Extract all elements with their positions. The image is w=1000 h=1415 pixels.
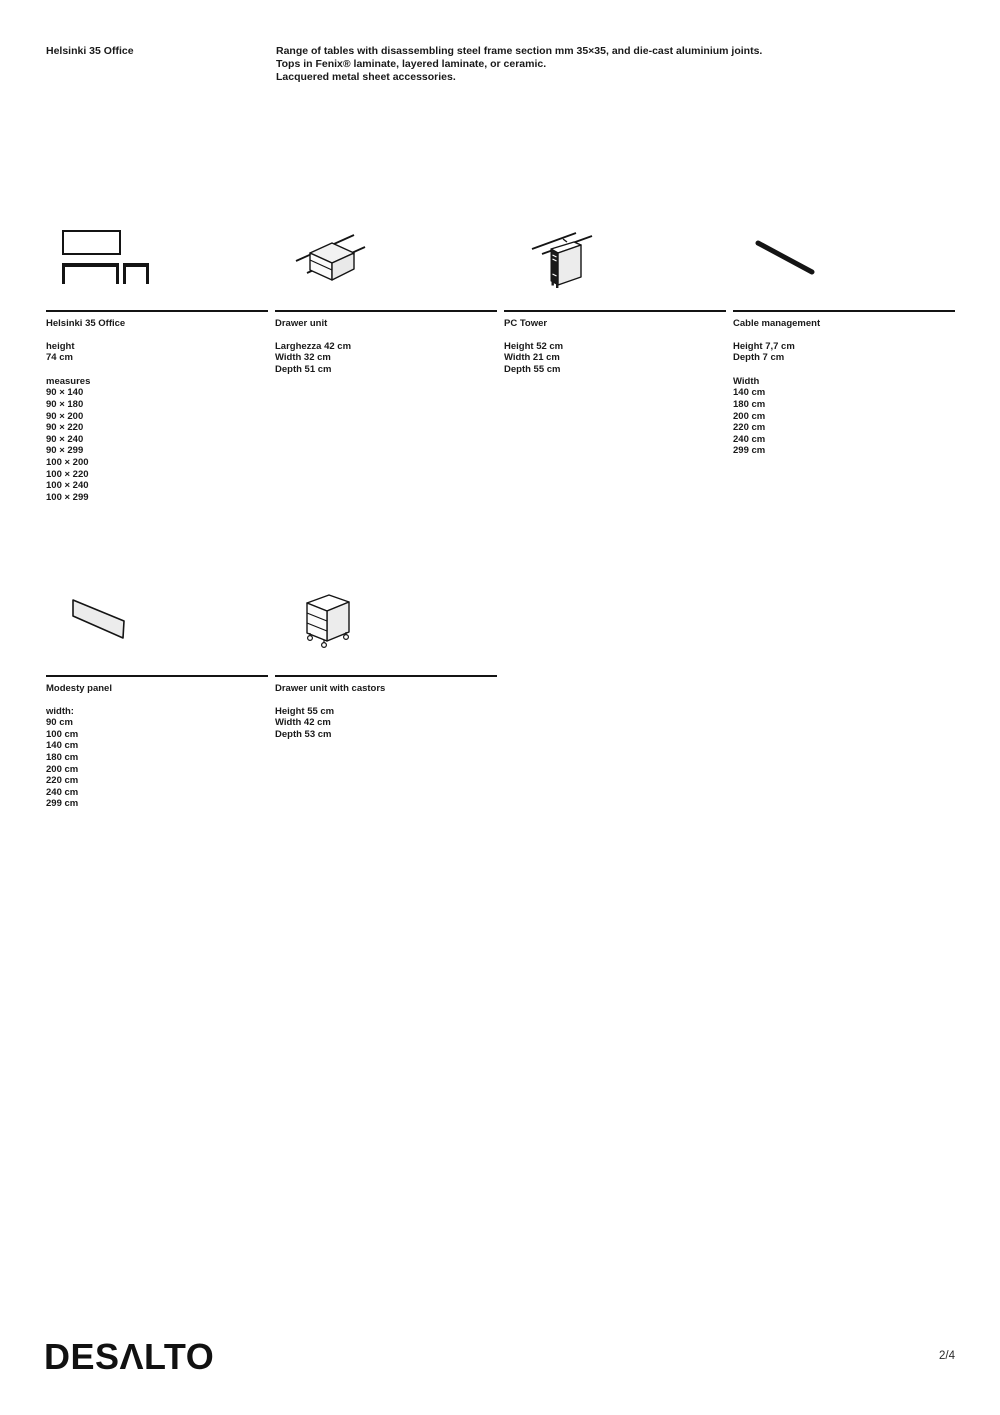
spec-group	[275, 341, 497, 376]
spec-line: Width 42 cm	[275, 717, 331, 729]
spec-line: 180 cm	[46, 751, 79, 763]
cable-management-icon	[753, 237, 823, 282]
page-number: 2/4	[939, 1350, 955, 1362]
modesty-panel-icon	[71, 597, 131, 647]
divider-rule	[275, 675, 497, 677]
spec-line: Height 55 cm	[275, 705, 335, 717]
product-specs	[733, 341, 955, 457]
product-name: PC Tower	[504, 318, 548, 329]
product-name: Helsinki 35 Office	[46, 318, 126, 329]
spec-line: 100 × 220	[46, 468, 89, 480]
divider-rule	[275, 310, 497, 312]
product-specs	[504, 341, 726, 376]
product-description	[276, 45, 916, 84]
spec-line: 240 cm	[46, 786, 79, 798]
spec-line: 140 cm	[46, 740, 79, 752]
spec-line: 90 × 140	[46, 387, 84, 399]
spec-line: 100 × 299	[46, 491, 89, 503]
spec-line: 90 × 299	[46, 445, 84, 457]
product-cell-modesty-panel	[46, 590, 268, 810]
drawer-castors-icon	[303, 593, 355, 655]
product-cell-pc-tower	[504, 225, 726, 375]
spec-line: height	[46, 340, 75, 352]
spec-line: 220 cm	[46, 775, 79, 787]
spec-group	[733, 341, 955, 364]
spec-line: 200 cm	[733, 410, 766, 422]
product-cell-helsinki-35-office	[46, 225, 268, 503]
description-line: Tops in Fenix® laminate, layered laminate, or ceramic.	[276, 58, 547, 70]
spec-line: 90 × 220	[46, 422, 84, 434]
spec-line: width:	[46, 705, 74, 717]
spec-line: 100 × 200	[46, 456, 89, 468]
table-icon	[53, 227, 153, 287]
spec-line: Larghezza 42 cm	[275, 340, 352, 352]
product-specs	[275, 341, 497, 376]
spec-line: measures	[46, 375, 91, 387]
spec-line: 200 cm	[46, 763, 79, 775]
spec-line: 90 cm	[46, 717, 73, 729]
product-name: Modesty panel	[46, 683, 112, 694]
product-name: Drawer unit	[275, 318, 328, 329]
spec-line: Depth 51 cm	[275, 363, 332, 375]
spec-line: 240 cm	[733, 433, 766, 445]
spec-line: 100 × 240	[46, 480, 89, 492]
drawer-unit-icon	[294, 228, 368, 284]
description-line: Lacquered metal sheet accessories.	[276, 71, 456, 83]
spec-line: Depth 55 cm	[504, 363, 561, 375]
product-specs	[46, 341, 268, 504]
spec-group	[46, 706, 268, 810]
spec-line: Width 21 cm	[504, 352, 560, 364]
product-specs	[46, 706, 268, 810]
product-cell-drawer-unit	[275, 225, 497, 375]
spec-line: 90 × 200	[46, 410, 84, 422]
spec-line: 299 cm	[46, 798, 79, 810]
divider-rule	[46, 675, 268, 677]
product-cell-drawer-unit-castors	[275, 590, 497, 740]
spec-line: 90 × 240	[46, 433, 84, 445]
spec-line: Width 32 cm	[275, 352, 331, 364]
spec-line: 74 cm	[46, 352, 73, 364]
spec-line: Depth 53 cm	[275, 728, 332, 740]
page-title: Helsinki 35 Office	[46, 45, 134, 57]
spec-line: 140 cm	[733, 387, 766, 399]
spec-line: 220 cm	[733, 422, 766, 434]
spec-line: 100 cm	[46, 728, 79, 740]
pc-tower-icon	[527, 228, 597, 290]
spec-line: 299 cm	[733, 445, 766, 457]
product-specs	[275, 706, 497, 741]
spec-line: Depth 7 cm	[733, 352, 785, 364]
spec-line: 90 × 180	[46, 398, 84, 410]
product-cell-cable-management	[733, 225, 955, 457]
spec-line: Width	[733, 375, 760, 387]
brand-logo: DESΛLTO	[44, 1336, 215, 1377]
spec-group	[504, 341, 726, 376]
divider-rule	[733, 310, 955, 312]
product-name: Drawer unit with castors	[275, 683, 386, 694]
spec-line: 180 cm	[733, 398, 766, 410]
description-line: Range of tables with disassembling steel frame section mm 35×35, and die-cast aluminium joints.	[276, 45, 763, 57]
spec-group	[733, 376, 955, 457]
spec-line: Height 52 cm	[504, 340, 564, 352]
divider-rule	[46, 310, 268, 312]
product-name: Cable management	[733, 318, 821, 329]
spec-line: Height 7,7 cm	[733, 340, 795, 352]
spec-group	[46, 341, 268, 364]
spec-group	[46, 376, 268, 504]
divider-rule	[504, 310, 726, 312]
spec-group	[275, 706, 497, 741]
